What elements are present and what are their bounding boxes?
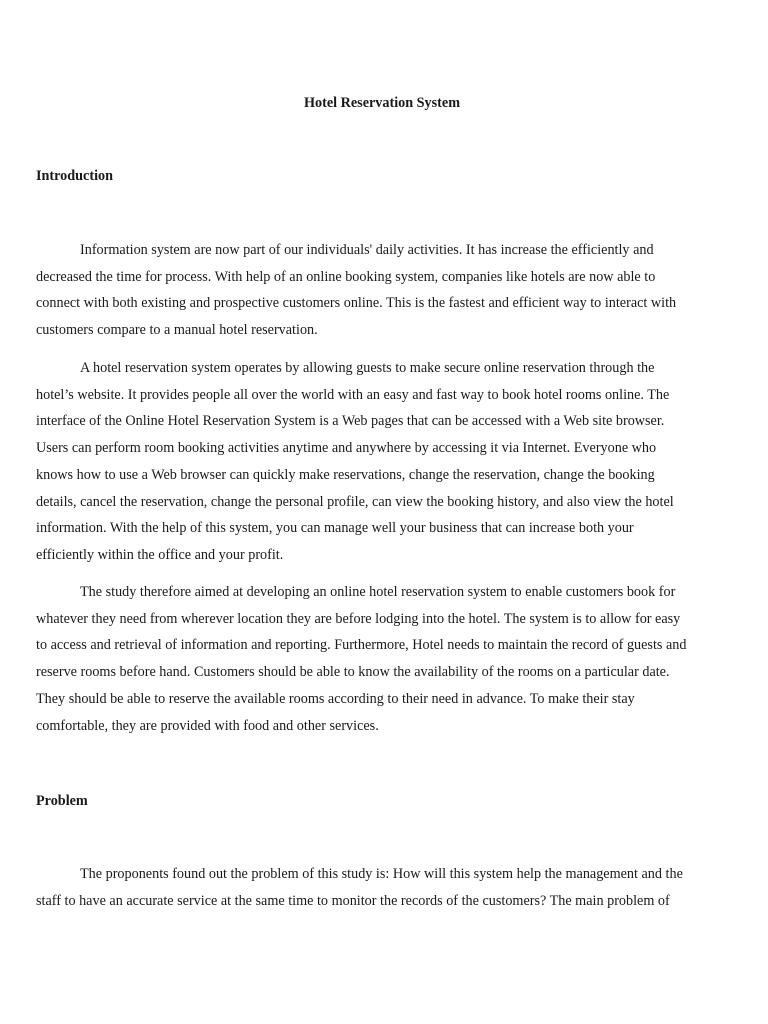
paragraph-problem-1	[36, 861, 728, 914]
paragraph-line: The study therefore aimed at developing an online hotel reservation system to enable customers book for	[80, 584, 676, 600]
paragraph-line: staff to have an accurate service at the same time to monitor the records of the customers? The main problem of	[36, 892, 670, 909]
paragraph-intro-1	[36, 237, 728, 344]
paragraph-intro-3	[36, 579, 728, 739]
paragraph-line: The proponents found out the problem of this study is: How will this system help the management and the	[80, 866, 683, 882]
paragraph-line: interface of the Online Hotel Reservation System is a Web pages that can be accessed with a Web site browser.	[36, 413, 665, 430]
paragraph-line: Users can perform room booking activities anytime and anywhere by accessing it via Internet. Everyone who	[36, 440, 657, 457]
paragraph-line: customers compare to a manual hotel reservation.	[36, 322, 318, 339]
paragraph-line: reserve rooms before hand. Customers should be able to know the availability of the rooms on a particular date.	[36, 664, 670, 681]
paragraph-line: details, cancel the reservation, change the personal profile, can view the booking history, and also view the hotel	[36, 493, 674, 510]
paragraph-line: decreased the time for process. With help of an online booking system, companies like hotels are now able to	[36, 268, 656, 285]
paragraph-line: connect with both existing and prospective customers online. This is the fastest and efficient way to interact with	[36, 295, 677, 312]
document-title: Hotel Reservation System	[303, 95, 461, 111]
section-heading-introduction: Introduction	[36, 168, 113, 184]
paragraph-line: They should be able to reserve the available rooms according to their need in advance. To make their stay	[36, 690, 635, 707]
paragraph-intro-2	[36, 355, 728, 569]
paragraph-line: whatever they need from wherever location they are before lodging into the hotel. The system is to allow for easy	[36, 610, 681, 627]
paragraph-line: efficiently within the office and your profit.	[36, 546, 284, 563]
paragraph-line: Information system are now part of our individuals' daily activities. It has increase the efficiently and	[80, 242, 654, 258]
paragraph-line: comfortable, they are provided with food and other services.	[36, 717, 379, 734]
paragraph-line: to access and retrieval of information and reporting. Furthermore, Hotel needs to maintain the record of guests and	[36, 637, 687, 654]
paragraph-line: knows how to use a Web browser can quickly make reservations, change the reservation, change the booking	[36, 466, 655, 483]
paragraph-line: hotel’s website. It provides people all over the world with an easy and fast way to book hotel rooms online. The	[36, 386, 670, 403]
paragraph-line: A hotel reservation system operates by allowing guests to make secure online reservation through the	[80, 360, 655, 376]
section-heading-problem: Problem	[36, 793, 88, 809]
paragraph-line: information. With the help of this system, you can manage well your business that can increase both your	[36, 520, 634, 537]
